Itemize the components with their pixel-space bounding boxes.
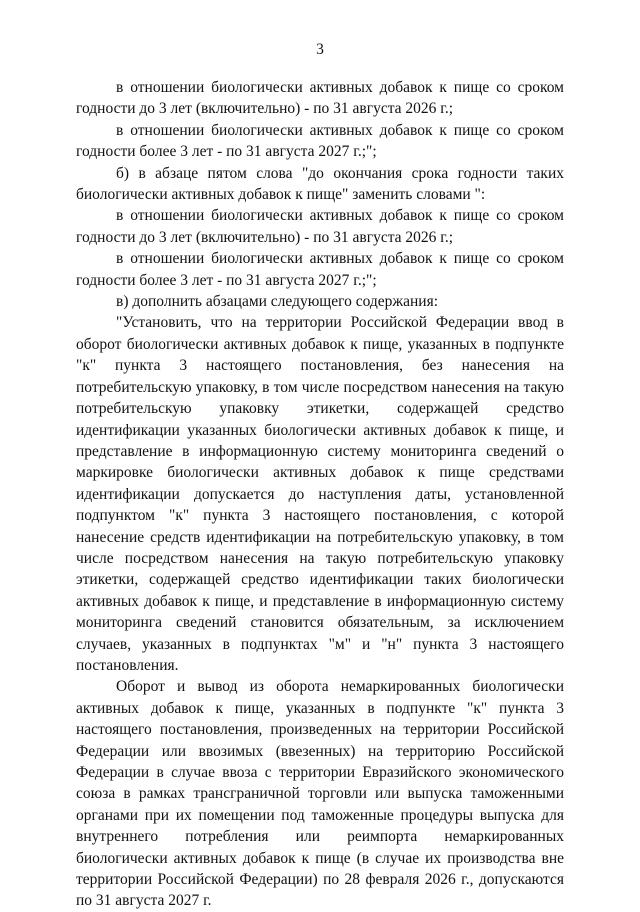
paragraph-bad-over-3-years: в отношении биологически активных добавок к пище со сроком годности более 3 лет - по 31 августа 2027 г.;";: [76, 121, 564, 161]
paragraph-item-b: б) в абзаце пятом слова "до окончания срока годности таких биологически активных добавок к пище" заменить словами ":: [76, 164, 564, 204]
paragraph-establish: "Установить, что на территории Российской Федерации ввод в оборот биологически активных добавок к пище, указанных в подпункте "к" пункта 3 настоящего постановления, без нанесения на потребительскую упаковку, в том числе посредством нанесения на такую потребительскую упаковку этикетки, содержащей средство идентификации указанных биологически активных добавок к пище, и представление в информационную систему мониторинга сведений о маркировке биологически активных добавок к пище средствами идентификации допускается до наступления даты, установленной подпунктом "к" пункта 3 настоящего постановления, с которой нанесение средств идентификации на потребительскую упаковку, в том числе посредством нанесения на такую потребительскую упаковку этикетки, содержащей средство идентификации таких биологически активных добавок к пище, и представление в информационную систему мониторинга сведений становится обязательным, за исключением случаев, указанных в подпунктах "м" и "н" пункта 3 настоящего постановления.: [76, 314, 564, 674]
paragraph-item-v: в) дополнить абзацами следующего содержания:: [116, 293, 439, 311]
paragraph-bad-up-to-3-years-repeat: в отношении биологически активных добавок к пище со сроком годности до 3 лет (включительно) - по 31 августа 2026 г.;: [76, 207, 564, 246]
document-body: [76, 77, 564, 912]
paragraph-bad-up-to-3-years: в отношении биологически активных добавок к пище со сроком годности до 3 лет (включительно) - по 31 августа 2026 г.;: [76, 79, 564, 118]
paragraph-bad-over-3-years-repeat: в отношении биологически активных добавок к пище со сроком годности более 3 лет - по 31 августа 2027 г.;";: [76, 250, 564, 289]
paragraph-circulation: Оборот и вывод из оборота немаркированных биологически активных добавок к пище, указанных в подпункте "к" пункта 3 настоящего постановления, произведенных на территории Российской Федерации или ввозимых (ввезенных) на территорию Российской Федерации в случае ввоза с территории Евразийского экономического союза в рамках трансграничной торговли или выпуска таможенными органами при их помещении под таможенные процедуры выпуска для внутреннего потребления или реимпорта немаркированных биологически активных добавок к пище (в случае их производства вне территории Российской Федерации) по 28 февраля 2026 г., допускаются по 31 августа 2027 г.: [76, 678, 564, 910]
page-number: 3: [316, 41, 324, 58]
